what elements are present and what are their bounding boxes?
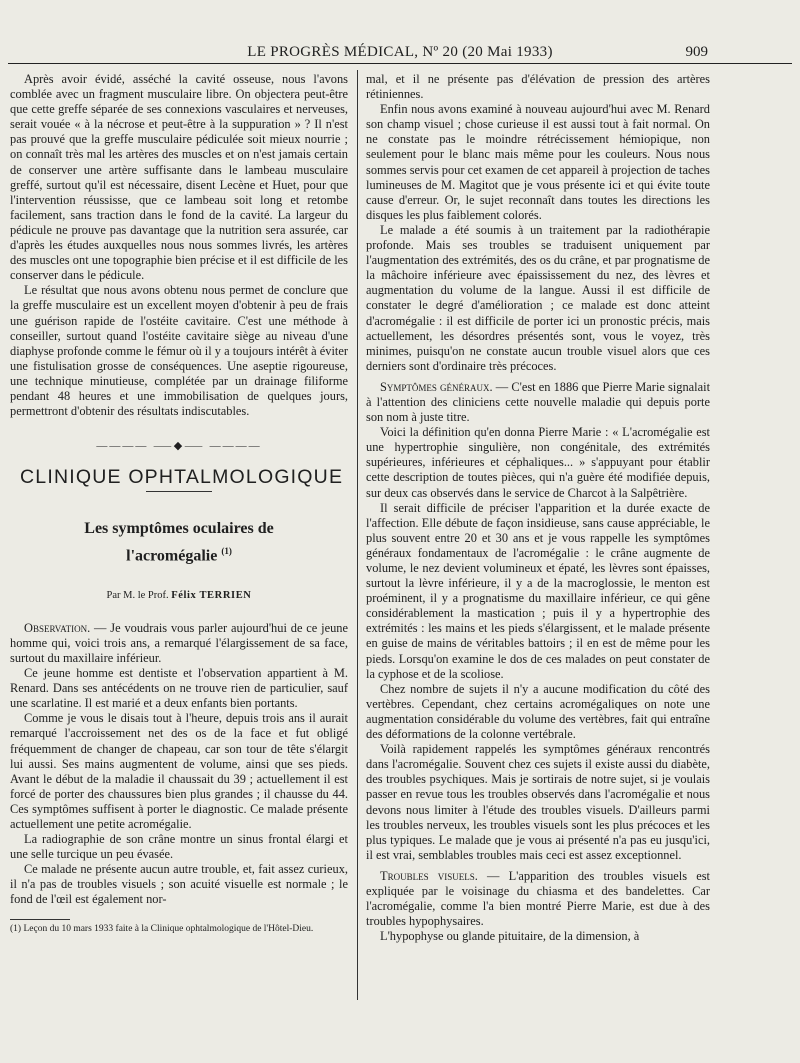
page-number: 909 <box>685 44 708 60</box>
header-rule <box>8 63 792 64</box>
footnote-rule <box>10 919 70 920</box>
paragraph: Ce malade ne présente aucun autre trouble, et, fait assez curieux, il n'a pas de troubles visuels ; son acuité visuelle est normale ; le fond de l'œil est également nor- <box>10 862 348 907</box>
paragraph: Il serait difficile de préciser l'apparition et la durée exacte de l'affection. Elle débute de façon insidieuse, sans cause appréciable, le plus souvent entre 20 et 30 ans et je vous rappelle les symptômes généraux fondamentaux de l'acromégalie : le crâne augmente de volume, le nez devient volumineux et épaté, les lèvres sont épaisses, surtout la lèvre inférieure, il y a de la macroglossie, le menton est proéminent, il y a prognatisme du maxillaire inférieur, ce qui gêne considérablement la mastication ; puis il y a hypertrophie des extrémités : les mains et les pieds s'élargissent, et le malade présente en guise de mains de véritables battoirs ; il en est de même pour les pieds. Lorsqu'on examine le dos de ces malades on peut constater de la cyphose et de la scoliose. <box>366 500 710 681</box>
paragraph: Le malade a été soumis à un traitement par la radiothérapie profonde. Mais ses troubles se traduisent uniquement par l'augmentation des extrémités, des os du crâne, et par prognatisme de la mâchoire inférieure avec épaississement du nez, des lèvres et augmentation du volume de la langue. Aussi il est difficile de constater le degré d'amélioration ; ce malade est donc atteint d'acromégalie : il est difficile de porter ici un pronostic précis, mais actuellement, les désordres présentés sont, vous le voyez, très minimes, puisqu'on ne constate aucun trouble visuel alors que ces derniers sont d'ordinaire très précoces. <box>366 222 710 373</box>
column-divider <box>357 70 358 1000</box>
paragraph <box>366 380 710 425</box>
paragraph <box>10 621 348 666</box>
left-column <box>10 72 348 935</box>
byline <box>10 588 348 603</box>
paragraph: L'hypophyse ou glande pituitaire, de la dimension, à <box>380 929 640 944</box>
paragraph: La radiographie de son crâne montre un sinus frontal élargi et une selle turcique un peu évasée. <box>10 832 348 862</box>
paragraph: mal, et il ne présente pas d'élévation de pression des artères rétiniennes. <box>366 72 710 102</box>
author-name: Félix TERRIEN <box>171 589 252 601</box>
observation-label: Observation. <box>24 620 91 635</box>
ornamental-separator: ———— ⸺◆⸺ ———— <box>96 440 262 453</box>
paragraph: Enfin nous avons examiné à nouveau aujourd'hui avec M. Renard son champ visuel ; chose curieuse il est aussi tout à fait normal. On ne constate pas le moindre rétrécissement hémiopique, non seulement pour le blanc mais même pour les couleurs. Nous nous sommes servis pour cet examen de cet appareil à projection de taches lumineuses de M. Magitot que je vous présente ici et qui évite toute cause d'erreur. Or, le sujet reconnaît dans toutes les directions les disques les plus faiblement colorés. <box>366 102 710 222</box>
paragraph: Voilà rapidement rappelés les symptômes généraux rencontrés dans l'acromégalie. Souvent chez ces sujets il existe aussi du diabète, des troubles psychiques. Mais je sortirais de notre sujet, si je voulais passer en revue tous les troubles observés dans l'acromégalie et nous devons nous limiter à l'étude des troubles visuels. D'ailleurs parmi les troubles nerveux, les troubles visuels sont les plus précoces et les plus typiques. Le malade que je vous ai présenté n'a pas eu jusqu'ici, il est vrai, semblables troubles mais ceci est assez exceptionnel. <box>366 742 710 862</box>
paragraph: Comme je vous le disais tout à l'heure, depuis trois ans il aurait remarqué l'accroissement net des os de la face et fut obligé fréquemment de changer de chapeau, car son tour de tête s'élargit lui aussi. Ses mains augmentent de volume, ainsi que ses pieds. Avant le début de la maladie il chaussait du 39 ; actuellement il est forcé de porter des chaussures bien plus grandes ; il chausse du 44. Ces symptômes suffisent à porter le diagnostic. Ce malade présente actuellement une petite acromégalie. <box>10 711 348 831</box>
right-column <box>366 72 710 944</box>
paragraph: Voici la définition qu'en donna Pierre Marie : « L'acromégalie est une hypertrophie singulière, non congénitale, des extrémités supérieures, inférieures et céphaliques... » s'appuyant pour établir cette description de toutes pièces, qui n'a guère été modifiée depuis, sur deux cas observés dans le service de Charcot à la Salpêtrière. <box>366 425 710 500</box>
paragraph: Le résultat que nous avons obtenu nous permet de conclure que la greffe musculaire est un excellent moyen d'obtenir à peu de frais une guérison rapide de l'ostéite cavitaire. C'est une méthode à conseiller, surtout quand l'ostéite cavitaire siège au niveau d'une diaphyse profonde comme le fémur où il y a toujours intérêt à éviter une fistulisation grosse de conséquences. Une aseptie rigoureuse, une technique minutieuse, complétée par un drainage filiforme pendant 48 heures et une immobilisation de quelques jours, permettront d'obtenir des résultats indiscutables. <box>10 283 348 419</box>
article-title-line: l'acromégalie <box>126 547 218 565</box>
byline-prefix: Par M. le Prof. <box>106 589 169 601</box>
section-heading: CLINIQUE OPHTALMOLOGIQUE <box>20 466 344 489</box>
paragraph: Après avoir évidé, asséché la cavité osseuse, nous l'avons comblée avec un fragment musculaire libre. On objectera peut-être que cette greffe séparée de ses connexions vasculaires et nerveuses, serait vouée « à la nécrose et peut-être à la suppuration » ? Il n'est pas prouvé que la greffe musculaire pédiculée soit mieux nourrie ; on connaît très mal les artères des muscles et on n'est jamais certain de conserver une artère suffisante dans le lambeau musculaire greffé, surtout qu'il est nécessaire, disent Lecène et Huet, pour que l'intervention réussisse, que ce lambeau soit long et retombe facilement, sans traction dans le fond de la cavité. La largeur du pédicule ne prouve pas davantage que la nutrition sera assurée, car d'après les études auxquelles nous nous sommes livrés, les artères des muscles ont une topographie bien précise et il est difficile de les conserver dans le pédicule. <box>10 72 348 283</box>
paragraph <box>366 869 710 929</box>
footnote: (1) Leçon du 10 mars 1933 faite à la Clinique ophtalmologique de l'Hôtel-Dieu. <box>10 923 314 934</box>
paragraph: Chez nombre de sujets il n'y a aucune modification du côté des vertèbres. Cependant, chez certains acromégaliques on note une augmentation considérable du volume des vertèbres, fait qui entraîne des déformations de la colonne vertébrale. <box>366 681 710 742</box>
footnote-marker: (1) <box>221 546 232 557</box>
heading-rule <box>146 491 212 492</box>
section-label-general-symptoms: Symptômes généraux. <box>380 379 493 394</box>
paragraph-text: — C'est en 1886 que Pierre Marie signalait à l'attention des cliniciens cette nouvelle maladie qui depuis porte son nom à juste titre. <box>366 379 711 425</box>
paragraph-text: — Je voudrais vous parler aujourd'hui de ce jeune homme qui, voici trois ans, a remarqué l'élargissement de sa face, surtout du maxillaire inférieur. <box>10 620 348 665</box>
section-label-visual-troubles: Troubles visuels. <box>380 868 478 883</box>
article-title-line: Les symptômes oculaires de <box>84 520 274 538</box>
journal-title: LE PROGRÈS MÉDICAL, Nº 20 (20 Mai 1933) <box>247 44 553 60</box>
paragraph-text: — L'apparition des troubles visuels est expliquée par le voisinage du chiasma et des bandelettes. Car l'acromégalie, comme l'a bien montré Pierre Marie, est due à des troubles hypophysaires. <box>366 868 710 929</box>
article-title <box>10 518 348 567</box>
paragraph: Ce jeune homme est dentiste et l'observation appartient à M. Renard. Dans ses antécédents on ne trouve rien de particulier, sauf une scarlatine. Il est marié et a deux enfants bien portants. <box>10 666 348 711</box>
